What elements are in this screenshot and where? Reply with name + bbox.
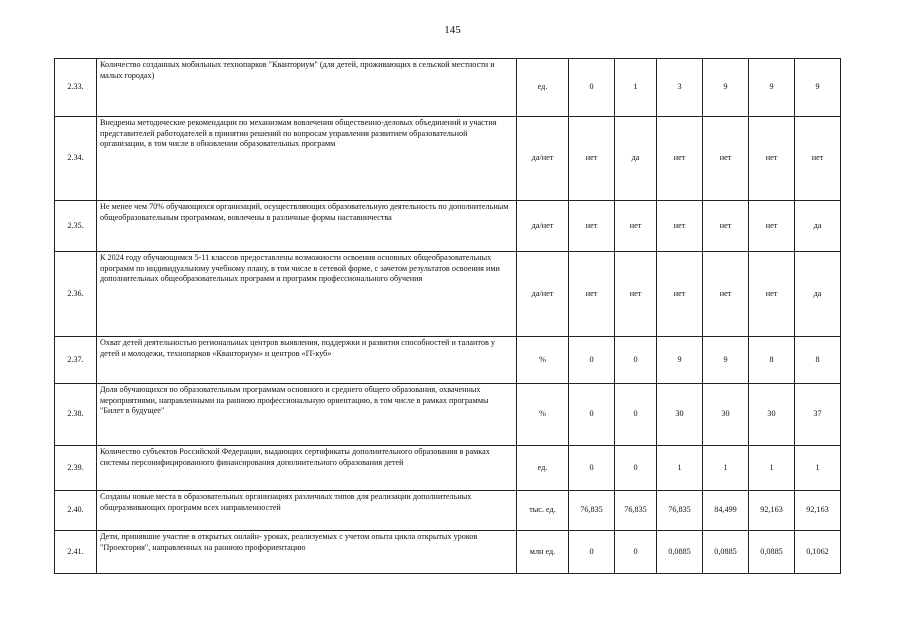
value-cell: 76,835	[569, 491, 615, 531]
value-cell: нет	[749, 252, 795, 337]
row-number: 2.33.	[55, 59, 97, 117]
table-row	[55, 337, 841, 384]
value-cell: нет	[703, 201, 749, 252]
indicator-description: Доля обучающихся по образовательным программам основного и среднего общего образования, охваченных мероприятиями, направленными на раннюю профессиональную ориентацию, в том числе в рамках программы "Билет в будущее"	[97, 384, 517, 446]
unit-cell: %	[517, 384, 569, 446]
row-number: 2.39.	[55, 446, 97, 491]
value-cell: 9	[703, 59, 749, 117]
value-cell: нет	[749, 201, 795, 252]
value-cell: 1	[795, 446, 841, 491]
value-cell: 0	[615, 384, 657, 446]
unit-cell: да/нет	[517, 201, 569, 252]
value-cell: 1	[703, 446, 749, 491]
row-number: 2.34.	[55, 117, 97, 201]
indicator-description: Дети, принявшие участие в открытых онлайн- уроках, реализуемых с учетом опыта цикла открытых уроков "Проектория", направленных на раннюю профориентацию	[97, 531, 517, 574]
row-number: 2.40.	[55, 491, 97, 531]
value-cell: 1	[657, 446, 703, 491]
value-cell: 0	[569, 59, 615, 117]
value-cell: 30	[749, 384, 795, 446]
indicator-description: Созданы новые места в образовательных организациях различных типов для реализации дополнительных общеразвивающих программ всех направленностей	[97, 491, 517, 531]
value-cell: нет	[569, 201, 615, 252]
value-cell: нет	[795, 117, 841, 201]
unit-cell: %	[517, 337, 569, 384]
value-cell: 0	[569, 337, 615, 384]
table-row	[55, 201, 841, 252]
table-row	[55, 252, 841, 337]
unit-cell: да/нет	[517, 252, 569, 337]
indicator-description: Охват детей деятельностью региональных центров выявления, поддержки и развития способностей и талантов у детей и молодежи, технопарков «Кванториум» и центров «IT-куб»	[97, 337, 517, 384]
value-cell: нет	[703, 252, 749, 337]
value-cell: 0,0885	[657, 531, 703, 574]
value-cell: да	[615, 117, 657, 201]
unit-cell: ед.	[517, 446, 569, 491]
value-cell: 0	[569, 531, 615, 574]
value-cell: нет	[657, 117, 703, 201]
indicator-description: Количество созданных мобильных технопарков "Кванториум" (для детей, проживающих в сельской местности и малых городах)	[97, 59, 517, 117]
value-cell: нет	[749, 117, 795, 201]
value-cell: нет	[569, 252, 615, 337]
value-cell: 0	[569, 446, 615, 491]
table-row	[55, 491, 841, 531]
value-cell: нет	[703, 117, 749, 201]
value-cell: да	[795, 252, 841, 337]
page-number: 145	[444, 24, 461, 36]
value-cell: нет	[657, 201, 703, 252]
unit-cell: ед.	[517, 59, 569, 117]
indicator-description: Количество субъектов Российской Федерации, выдающих сертификаты дополнительного образования в рамках системы персонифицированного финансирования дополнительного образования детей	[97, 446, 517, 491]
table-row	[55, 531, 841, 574]
unit-cell: тыс. ед.	[517, 491, 569, 531]
row-number: 2.35.	[55, 201, 97, 252]
value-cell: нет	[615, 201, 657, 252]
value-cell: 84,499	[703, 491, 749, 531]
value-cell: 8	[749, 337, 795, 384]
value-cell: 0	[569, 384, 615, 446]
unit-cell: да/нет	[517, 117, 569, 201]
row-number: 2.36.	[55, 252, 97, 337]
value-cell: 1	[749, 446, 795, 491]
value-cell: 92,163	[795, 491, 841, 531]
value-cell: 37	[795, 384, 841, 446]
value-cell: нет	[657, 252, 703, 337]
table-row	[55, 59, 841, 117]
value-cell: 8	[795, 337, 841, 384]
value-cell: 0,0885	[749, 531, 795, 574]
value-cell: 0,0885	[703, 531, 749, 574]
indicator-description: Внедрены методические рекомендации по механизмам вовлечения общественно-деловых объединений и участия представителей работодателей в принятии решений по вопросам управления развитием образовательной организации, в том числе в обновлении образовательных программ	[97, 117, 517, 201]
value-cell: 0,1062	[795, 531, 841, 574]
table-row	[55, 446, 841, 491]
value-cell: нет	[569, 117, 615, 201]
row-number: 2.41.	[55, 531, 97, 574]
unit-cell: млн ед.	[517, 531, 569, 574]
table-row	[55, 117, 841, 201]
table-row	[55, 384, 841, 446]
value-cell: 0	[615, 446, 657, 491]
row-number: 2.38.	[55, 384, 97, 446]
value-cell: нет	[615, 252, 657, 337]
value-cell: да	[795, 201, 841, 252]
indicators-table	[54, 58, 841, 574]
value-cell: 30	[703, 384, 749, 446]
value-cell: 0	[615, 531, 657, 574]
value-cell: 1	[615, 59, 657, 117]
indicator-description: К 2024 году обучающимся 5-11 классов предоставлены возможности освоения основных общеобразовательных программ по индивидуальному учебному плану, в том числе в сетевой форме, с зачетом результатов освоения ими дополнительных общеобразовательных программ и программ профессионального обучения	[97, 252, 517, 337]
value-cell: 9	[703, 337, 749, 384]
value-cell: 76,835	[657, 491, 703, 531]
value-cell: 76,835	[615, 491, 657, 531]
value-cell: 9	[795, 59, 841, 117]
value-cell: 30	[657, 384, 703, 446]
value-cell: 0	[615, 337, 657, 384]
value-cell: 9	[657, 337, 703, 384]
indicator-description: Не менее чем 70% обучающихся организаций, осуществляющих образовательную деятельность по дополнительным общеобразовательным программам, вовлечены в различные формы наставничества	[97, 201, 517, 252]
value-cell: 92,163	[749, 491, 795, 531]
value-cell: 3	[657, 59, 703, 117]
row-number: 2.37.	[55, 337, 97, 384]
value-cell: 9	[749, 59, 795, 117]
